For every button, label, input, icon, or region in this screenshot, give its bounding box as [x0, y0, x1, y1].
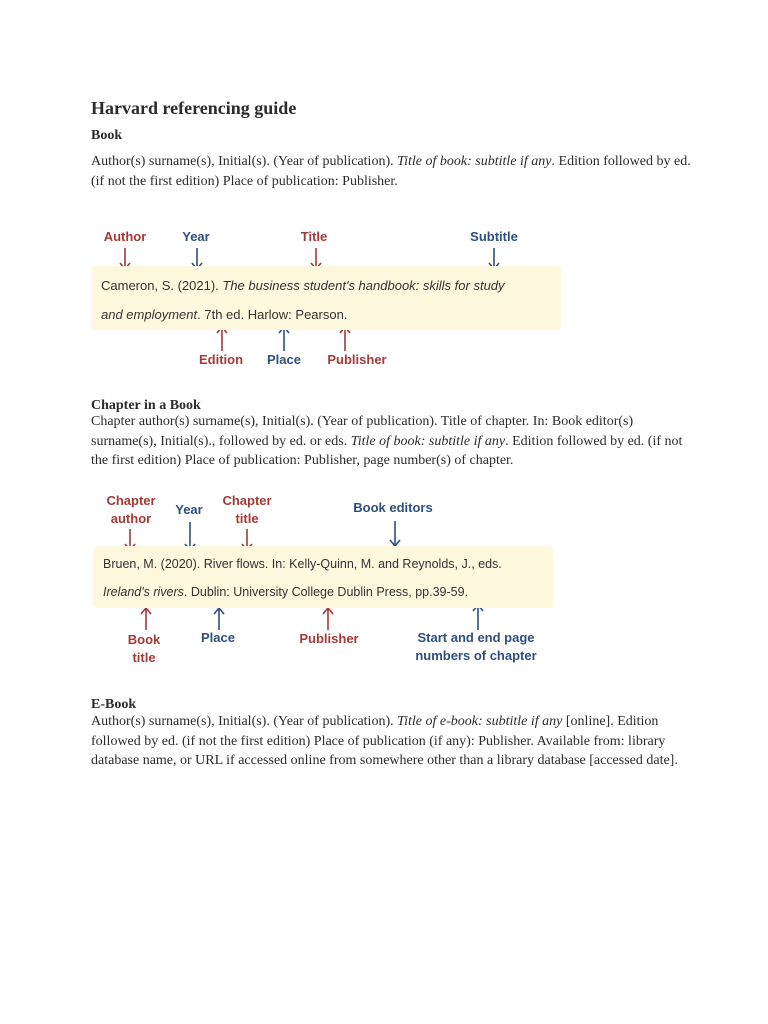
label-year: Year — [182, 229, 210, 244]
chapter-example-box — [93, 546, 553, 608]
book-up-arrow-place-icon — [279, 327, 289, 351]
label-chapter-year: Year — [175, 502, 203, 517]
chapter-example-book-title: Ireland's rivers — [103, 585, 184, 599]
label-author: Author — [103, 229, 147, 244]
label-edition: Edition — [198, 352, 244, 367]
ebook-desc-italic: Title of e-book: subtitle if any — [397, 714, 563, 729]
label-page-numbers-line1: Start and end page — [417, 630, 535, 645]
page-title: Harvard referencing guide — [91, 98, 297, 118]
chapter-example-line2 — [103, 585, 468, 599]
book-heading: Book — [91, 128, 123, 143]
book-example-line1 — [101, 278, 505, 293]
label-page-numbers-line2: numbers of chapter — [415, 648, 537, 663]
chapter-up-arrow-place-icon — [214, 608, 224, 630]
book-desc-italic: Title of book: subtitle if any — [397, 154, 552, 169]
chapter-desc-italic: Title of book: subtitle if any — [350, 433, 506, 449]
label-chapter-title-line1: Chapter — [222, 493, 272, 508]
chapter-down-arrow-editors-icon — [390, 521, 400, 546]
label-page-numbers — [406, 629, 546, 665]
label-chapter-publisher: Publisher — [299, 631, 359, 646]
label-chapter-title-line2: title — [235, 511, 259, 526]
label-book-title-line1: Book — [127, 632, 161, 647]
label-publisher: Publisher — [327, 352, 387, 367]
chapter-example-line1: Bruen, M. (2020). River flows. In: Kelly-Quinn, M. and Reynolds, J., eds. — [103, 557, 502, 571]
label-place: Place — [267, 352, 301, 367]
book-example-diagram — [0, 220, 768, 380]
ebook-desc-part1: Author(s) surname(s), Initial(s). (Year of publication). — [91, 714, 398, 729]
chapter-description — [91, 412, 687, 471]
chapter-desc-part2: . Edition followed by ed. (if not the first edition) Place of publication: Publisher, page number(s) of chapter. — [91, 433, 683, 468]
book-example-title: The business student's handbook: skills for study — [222, 278, 505, 293]
label-chapter-place: Place — [201, 630, 235, 645]
book-example-subtitle: and employment — [101, 307, 198, 322]
chapter-up-arrow-book-title-icon — [141, 608, 151, 630]
book-up-arrow-publisher-icon — [340, 327, 350, 351]
chapter-example-diagram — [0, 488, 768, 668]
chapter-desc-part1: Chapter author(s) surname(s), Initial(s). (Year of publication). Title of chapter. In: Book editor(s) surname(s), Initial(s)., followed by ed. or eds. — [91, 414, 634, 449]
ebook-description — [91, 712, 679, 771]
label-book-title — [118, 631, 170, 667]
book-example-box — [91, 266, 561, 330]
label-chapter-author-line2: author — [110, 511, 152, 526]
book-example-edition-publisher: . 7th ed. Harlow: Pearson. — [197, 307, 348, 322]
book-up-arrow-edition-icon — [217, 327, 227, 351]
label-book-title-line2: title — [132, 650, 156, 665]
label-book-editors: Book editors — [353, 500, 433, 515]
label-subtitle: Subtitle — [470, 229, 518, 244]
book-example-author-year: Cameron, S. (2021). — [101, 278, 223, 293]
chapter-up-arrow-publisher-icon — [323, 608, 333, 630]
label-title: Title — [300, 229, 328, 244]
chapter-heading: Chapter in a Book — [91, 398, 201, 413]
book-desc-part1: Author(s) surname(s), Initial(s). (Year of publication). — [91, 154, 398, 169]
book-description — [91, 152, 691, 191]
book-desc-part2: . Edition followed by ed. (if not the first edition) Place of publication: Publisher. — [91, 154, 691, 189]
ebook-desc-part2: [online]. Edition followed by ed. (if not the first edition) Place of publication (if any): Publisher. Available from: library database name, or URL if accessed online from somewhere other than a library database [accessed date]. — [91, 714, 678, 768]
chapter-example-publisher-pages: . Dublin: University College Dublin Press, pp.39-59. — [183, 585, 469, 599]
chapter-up-arrow-pages-icon — [473, 605, 483, 630]
label-chapter-author-line1: Chapter — [106, 493, 156, 508]
ebook-heading: E-Book — [91, 697, 137, 712]
book-example-line2 — [101, 307, 347, 322]
